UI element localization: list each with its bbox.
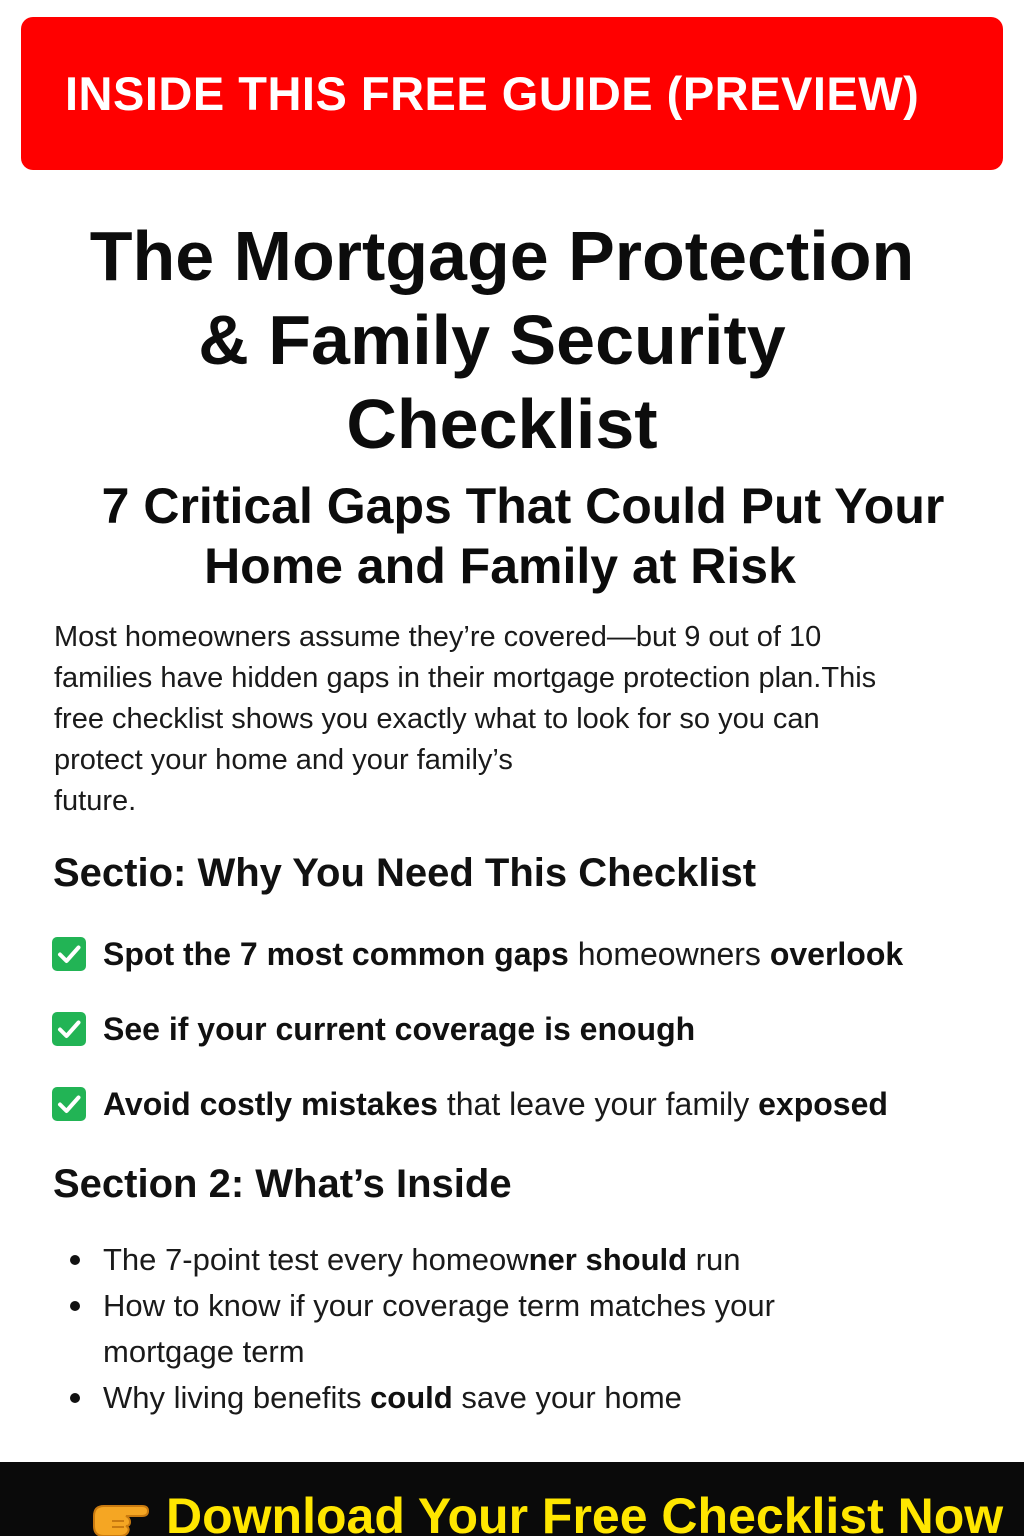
checklist-item	[52, 1084, 888, 1124]
checklist-item	[52, 1009, 695, 1049]
checklist-item-bold: overlook	[769, 935, 904, 972]
intro-line: families have hidden gaps in their mortgage protection plan.This	[54, 662, 877, 694]
inside-list	[70, 1237, 970, 1421]
list-item-text: save your home	[452, 1380, 682, 1415]
subtitle-line: 7 Critical Gaps That Could Put Your	[101, 478, 945, 534]
page-title	[0, 214, 1024, 466]
title-line: The Mortgage Protection	[89, 217, 915, 295]
list-item-text: mortgage term	[103, 1334, 305, 1369]
list-item	[70, 1283, 970, 1375]
bullet-dot-icon	[70, 1301, 80, 1311]
banner-text: INSIDE THIS FREE GUIDE (PREVIEW)	[65, 67, 920, 120]
green-check-icon	[52, 937, 86, 971]
green-check-icon	[52, 1087, 86, 1121]
intro-line: Most homeowners assume they’re covered—but 9 out of 10	[54, 621, 822, 653]
list-item-text: The 7-point test every homeow	[103, 1242, 529, 1277]
list-item-text: run	[687, 1242, 741, 1277]
intro-paragraph	[54, 617, 984, 822]
title-line: Checklist	[346, 385, 658, 463]
checklist-item-text: that leave your family	[437, 1085, 759, 1122]
list-item-line	[103, 1237, 970, 1283]
section-1-heading: Sectio: Why You Need This Checklist	[53, 851, 757, 895]
list-item	[70, 1375, 970, 1421]
list-item	[70, 1237, 970, 1283]
list-item-line	[103, 1375, 970, 1421]
cta-content[interactable]	[90, 1486, 1003, 1536]
list-item-text: Why living benefits	[103, 1380, 371, 1415]
intro-line: free checklist shows you exactly what to look for so you can	[54, 703, 820, 735]
checklist-item-bold: Avoid costly mistakes	[103, 1085, 438, 1122]
title-line: & Family Security	[198, 301, 786, 379]
checklist-item-bold: exposed	[758, 1085, 888, 1122]
green-check-icon	[52, 1012, 86, 1046]
intro-line: protect your home and your family’s	[54, 744, 513, 776]
download-cta-button[interactable]	[0, 1462, 1024, 1536]
checklist-item-bold: Spot the 7 most common gaps	[103, 935, 569, 972]
section-2-heading: Section 2: What’s Inside	[53, 1162, 512, 1206]
checklist-item	[52, 934, 903, 974]
page-subtitle	[0, 476, 1024, 596]
checklist-item-text: homeowners	[568, 935, 770, 972]
intro-line: future.	[54, 785, 137, 817]
pointing-hand-icon	[90, 1494, 152, 1536]
subtitle-line: Home and Family at Risk	[204, 538, 796, 594]
list-item-text: How to know if your coverage term matches your	[103, 1288, 775, 1323]
list-item-bold: could	[370, 1380, 453, 1415]
bullet-dot-icon	[70, 1255, 80, 1265]
list-item-bold: ner should	[528, 1242, 688, 1277]
preview-banner	[21, 17, 1003, 170]
checklist-item-bold: See if your current coverage is enough	[103, 1010, 696, 1047]
bullet-dot-icon	[70, 1393, 80, 1403]
cta-label[interactable]: Download Your Free Checklist Now	[166, 1488, 1004, 1536]
